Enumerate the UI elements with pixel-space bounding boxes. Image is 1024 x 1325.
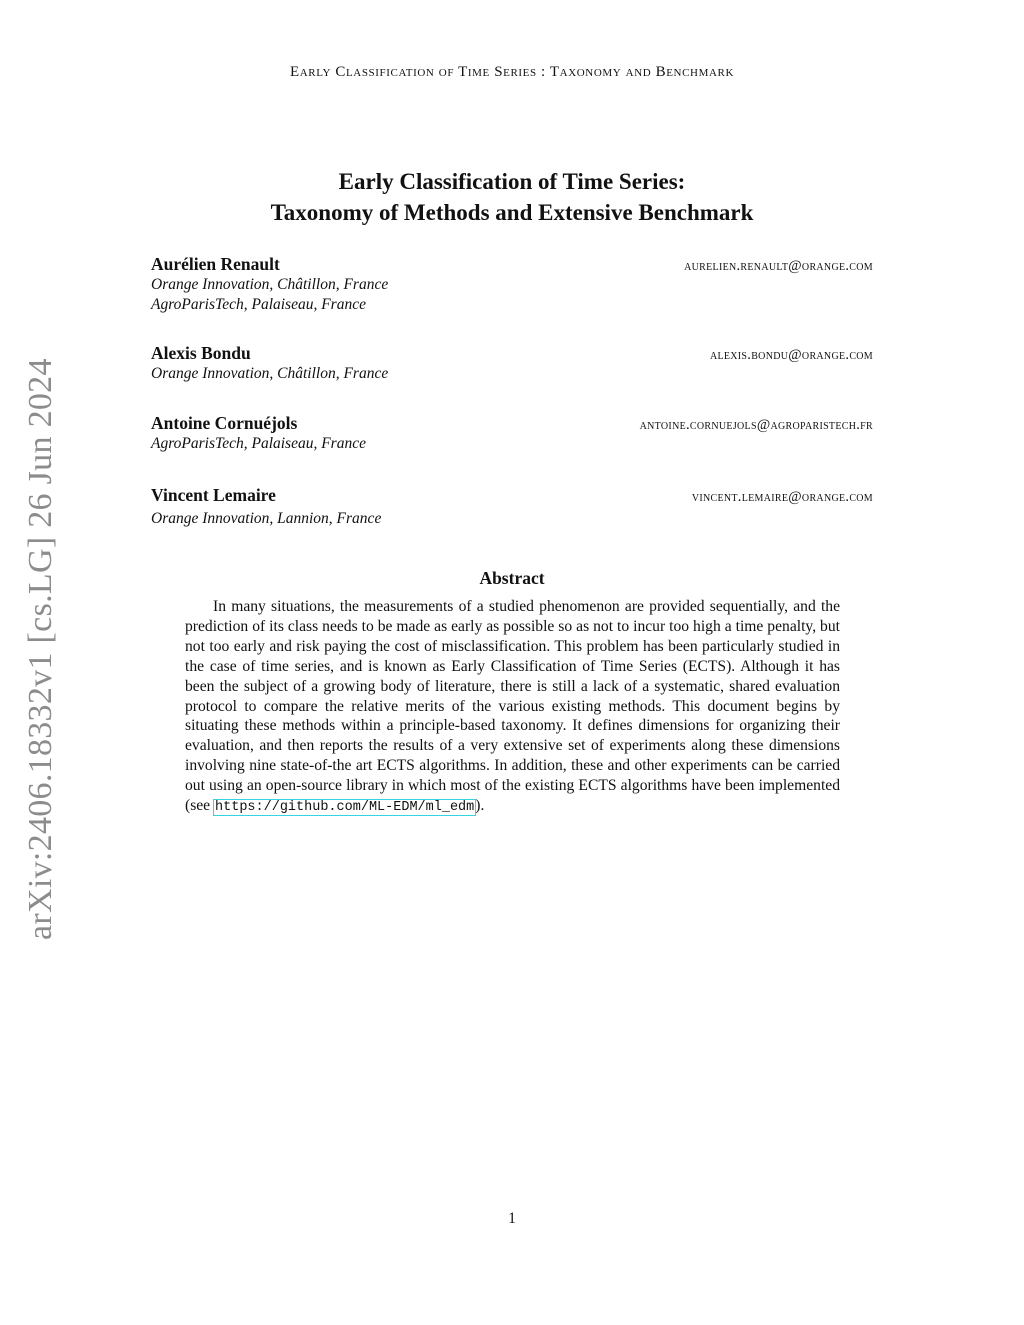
author-email[interactable]: aurelien.renault@orange.com xyxy=(684,258,873,274)
arxiv-identifier: arXiv:2406.18332v1 [cs.LG] 26 Jun 2024 xyxy=(22,358,59,940)
author-affiliation: AgroParisTech, Palaiseau, France xyxy=(151,435,366,452)
author-block xyxy=(151,413,873,454)
abstract-text: In many situations, the measurements of a studied phenomenon are provided sequentially, and the prediction of its class needs to be made as early as possible so as not to incur too high a time penalty, but not too early and risk paying the cost of misclassification. This problem has been particularly studied in the case of time series, and is known as Early Classification of Time Series (ECTS). Although it has been the subject of a growing body of literature, there is still a lack of a systematic, shared evaluation protocol to compare the relative merits of the various existing methods. This document begins by situating these methods within a principle-based taxonomy. It defines dimensions for organizing their evaluation, and then reports the results of a very extensive set of experiments along these dimensions involving nine state-of-the art ECTS algorithms. In addition, these and other experiments can be carried out using an open-source library in which most of the existing ECTS algorithms have been implemented (see xyxy=(185,598,840,815)
author-name: Alexis Bondu xyxy=(151,343,251,363)
abstract-text-end: ). xyxy=(475,797,485,815)
abstract-body xyxy=(185,597,840,818)
author-email[interactable]: antoine.cornuejols@agroparistech.fr xyxy=(639,417,873,433)
author-email[interactable]: alexis.bondu@orange.com xyxy=(709,347,873,363)
author-affiliation: AgroParisTech, Palaiseau, France xyxy=(151,296,366,313)
page-number: 1 xyxy=(508,1210,516,1227)
author-block xyxy=(151,485,873,529)
author-name: Vincent Lemaire xyxy=(151,485,276,505)
running-header: Early Classification of Time Series : Taxonomy and Benchmark xyxy=(290,64,734,80)
repository-link[interactable]: https://github.com/ML-EDM/ml_edm xyxy=(215,800,475,816)
author-affiliation: Orange Innovation, Châtillon, France xyxy=(151,276,389,293)
author-name: Antoine Cornuéjols xyxy=(151,413,298,433)
abstract-heading: Abstract xyxy=(479,568,545,588)
author-affiliation: Orange Innovation, Châtillon, France xyxy=(151,365,389,382)
paper-title-line-1: Early Classification of Time Series: xyxy=(338,169,686,194)
author-email[interactable]: vincent.lemaire@orange.com xyxy=(691,489,873,505)
author-name: Aurélien Renault xyxy=(151,254,280,274)
paper-title xyxy=(0,166,1024,228)
author-block xyxy=(151,254,873,315)
paper-title-line-2: Taxonomy of Methods and Extensive Benchmark xyxy=(270,200,754,225)
author-affiliation: Orange Innovation, Lannion, France xyxy=(151,510,382,527)
author-block xyxy=(151,343,873,384)
